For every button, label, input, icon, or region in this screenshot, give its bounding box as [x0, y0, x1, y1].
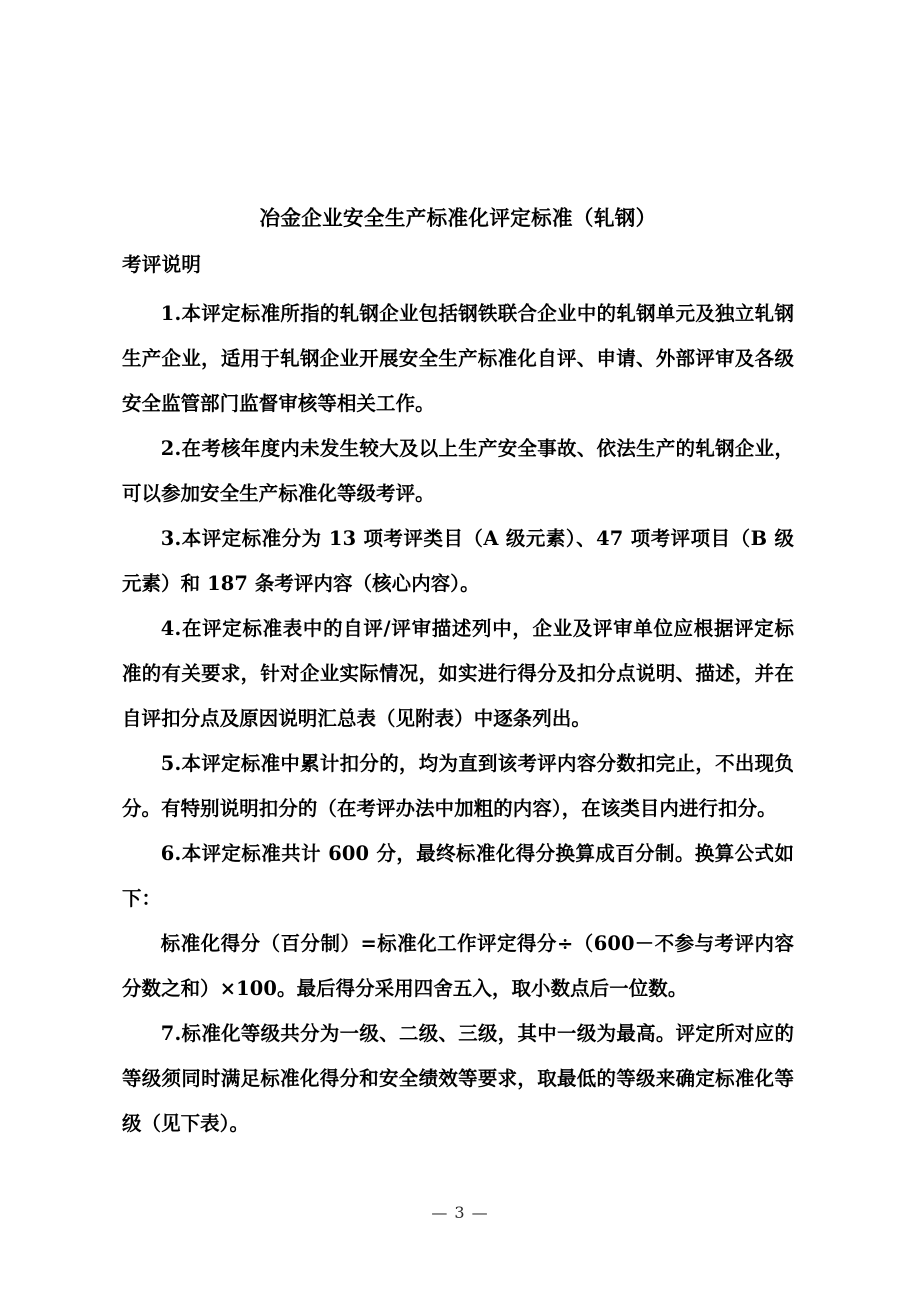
paragraph-5: 5.本评定标准中累计扣分的，均为直到该考评内容分数扣完止，不出现负分。有特别说明扣分的（在考评办法中加粗的内容），在该类目内进行扣分。	[122, 752, 794, 820]
paragraph-3: 3.本评定标准分为 13 项考评类目（A 级元素）、47 项考评项目（B 级元素）和 187 条考评内容（核心内容）。	[122, 527, 794, 595]
page-title: 冶金企业安全生产标准化评定标准（轧钢）	[259, 206, 657, 230]
page-number-footer: — 3 —	[431, 1203, 489, 1222]
paragraph-2: 2.在考核年度内未发生较大及以上生产安全事故、依法生产的轧钢企业，可以参加安全生产标准化等级考评。	[122, 437, 794, 505]
section-heading-assessment-notes: 考评说明	[122, 253, 202, 276]
paragraph-6: 6.本评定标准共计 600 分，最终标准化得分换算成百分制。换算公式如下：	[122, 842, 794, 910]
paragraph-7: 7.标准化等级共分为一级、二级、三级，其中一级为最高。评定所对应的等级须同时满足标准化得分和安全绩效等要求，取最低的等级来确定标准化等级（见下表）。	[122, 1022, 794, 1135]
paragraph-1: 1.本评定标准所指的轧钢企业包括钢铁联合企业中的轧钢单元及独立轧钢生产企业，适用于轧钢企业开展安全生产标准化自评、申请、外部评审及各级安全监管部门监督审核等相关工作。	[122, 302, 794, 415]
paragraph-4: 4.在评定标准表中的自评/评审描述列中，企业及评审单位应根据评定标准的有关要求，针对企业实际情况，如实进行得分及扣分点说明、描述，并在自评扣分点及原因说明汇总表（见附表）中逐条列出。	[122, 617, 794, 730]
document-content	[122, 0, 794, 1146]
paragraph-list	[122, 291, 794, 1146]
paragraph-6-formula: 标准化得分（百分制）=标准化工作评定得分÷（600－不参与考评内容分数之和）×100。最后得分采用四舍五入，取小数点后一位数。	[122, 932, 794, 1000]
